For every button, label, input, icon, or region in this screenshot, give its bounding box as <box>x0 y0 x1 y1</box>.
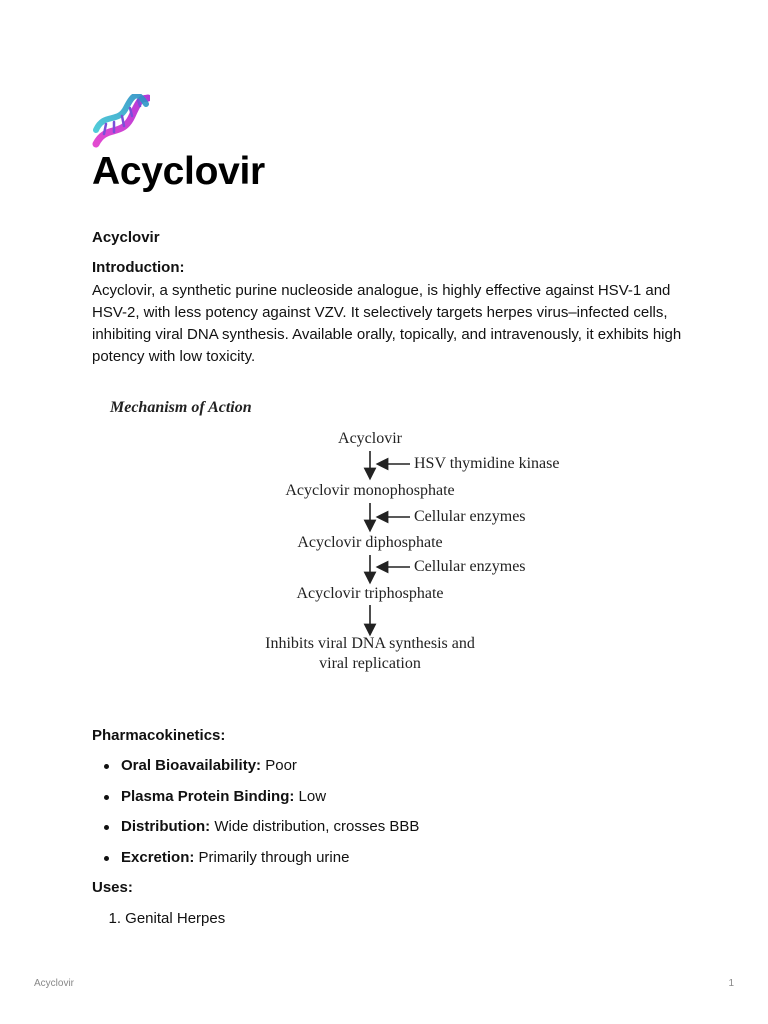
pk-value: Poor <box>265 757 297 774</box>
list-number: 1. <box>108 910 121 927</box>
list-item <box>92 817 692 848</box>
use-text: Genital Herpes <box>125 910 226 927</box>
page-title: Acyclovir <box>92 150 265 193</box>
footer-title: Acyclovir <box>34 978 75 989</box>
mechanism-title: Mechanism of Action <box>110 399 252 416</box>
flow-enzyme-hsv-thymidine-kinase: HSV thymidine kinase <box>414 455 560 472</box>
flow-step-monophosphate: Acyclovir monophosphate <box>285 482 455 499</box>
flow-enzyme-cellular-1: Cellular enzymes <box>414 508 526 525</box>
bullet-icon <box>104 795 109 800</box>
list-item <box>92 909 225 929</box>
list-item <box>92 848 692 879</box>
uses-heading: Uses: <box>92 879 133 896</box>
flow-enzyme-cellular-2: Cellular enzymes <box>414 558 526 575</box>
bullet-icon <box>104 856 109 861</box>
pk-value: Low <box>298 787 327 805</box>
pharmacokinetics-heading: Pharmacokinetics: <box>92 727 226 744</box>
flow-step-acyclovir: Acyclovir <box>338 430 402 447</box>
flow-step-outcome-line1: Inhibits viral DNA synthesis and <box>265 635 475 652</box>
flow-step-diphosphate: Acyclovir diphosphate <box>297 534 443 551</box>
page-number: 1 <box>728 978 734 989</box>
pk-label: Distribution: <box>121 818 211 836</box>
list-item <box>92 756 692 787</box>
pk-label: Plasma Protein Binding: <box>121 787 295 805</box>
bullet-icon <box>104 764 109 769</box>
pk-label: Oral Bioavailability: <box>121 757 262 774</box>
introduction-body: Acyclovir, a synthetic purine nucleoside analogue, is highly effective against HSV-1 and HSV-2, with less potency against VZV. It selectively targets herpes virus–infected cells, inhibiting viral DNA synthesis. Available orally, topically, and intravenously, it exhibits high potency with low toxicity. <box>92 282 682 365</box>
pharmacokinetics-list <box>92 756 692 879</box>
bullet-icon <box>104 825 109 830</box>
introduction-heading: Introduction: <box>92 259 185 276</box>
pk-value: Wide distribution, crosses BBB <box>214 818 420 836</box>
flow-step-triphosphate: Acyclovir triphosphate <box>296 585 444 602</box>
pk-value: Primarily through urine <box>198 849 350 867</box>
section-subheading: Acyclovir <box>92 229 160 246</box>
pk-label: Excretion: <box>121 849 195 867</box>
uses-list <box>92 909 225 929</box>
flow-step-outcome-line2: viral replication <box>319 655 421 672</box>
list-item <box>92 787 692 818</box>
